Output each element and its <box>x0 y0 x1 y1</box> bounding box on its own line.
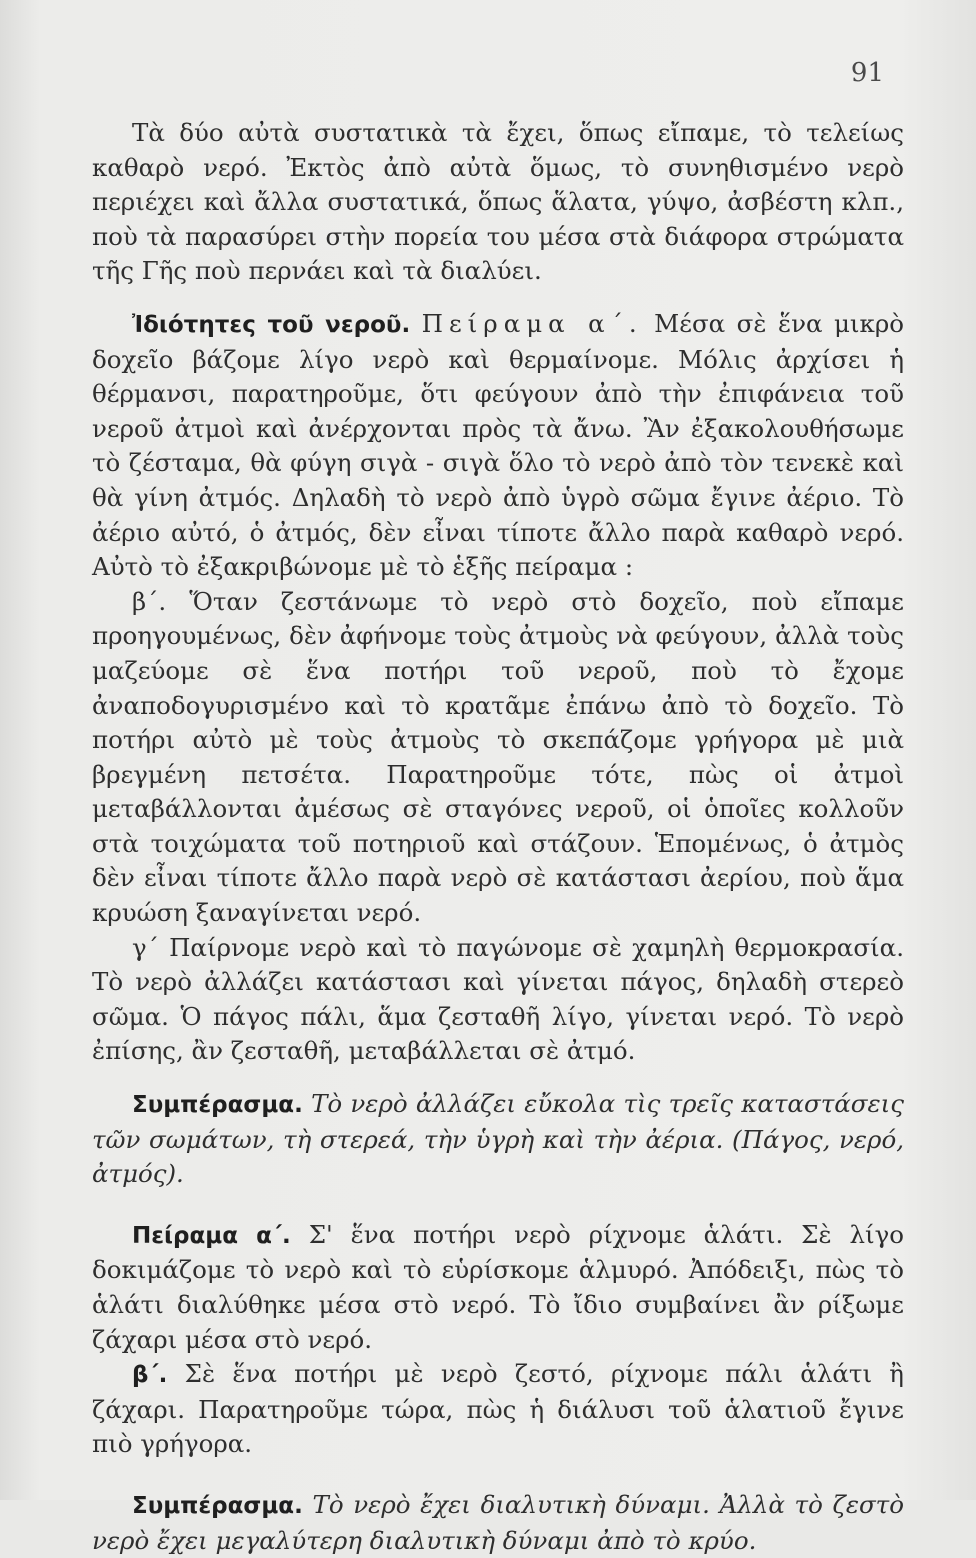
experiment-a-text: Μέσα σὲ ἕνα μικρὸ δοχεῖο βάζομε λίγο νερὸ καὶ θερμαίνομε. Μόλις ἀρχίσει ἡ θέρμανσι, παρατηροῦμε, ὅτι φεύγουν ἀπὸ τὴν ἐπιφάνεια τοῦ νεροῦ ἀτμοὶ καὶ ἀνέρχονται πρὸς τὰ ἄνω. Ἂν ἐξακολουθήσωμε τὸ ζέσταμα, θὰ φύγη σιγὰ - σιγὰ ὅλο τὸ νερὸ ἀπὸ τὸν τενεκὲ καὶ θὰ γίνη ἀτμός. Δηλαδὴ τὸ νερὸ ἀπὸ ὑγρὸ σῶμα ἔγινε ἀέριο. Τὸ ἀέριο αὐτό, ὁ ἀτμός, δὲν εἶναι τίποτε ἄλλο παρὰ καθαρὸ νερό. Αὐτὸ τὸ ἐξακριβώνομε μὲ τὸ ἑξῆς πείραμα : <box>92 308 904 582</box>
conclusion-1-text: Τὸ νερὸ ἀλλάζει εὔκολα τὶς τρεῖς καταστάσεις τῶν σωμάτων, τὴ στερεά, τὴν ὑγρὴ καὶ τὴν ἀέρια. (Πάγος, νερό, ἀτμός). <box>92 1089 904 1189</box>
experiment-c-paragraph: γ΄ Παίρνομε νερὸ καὶ τὸ παγώνομε σὲ χαμηλὴ θερμοκρασία. Τὸ νερὸ ἀλλάζει κατάστασι καὶ γίνεται πάγος, δηλαδὴ στερεὸ σῶμα. Ὁ πάγος πάλι, ἅμα ζεσταθῆ λίγο, γίνεται νερό. Τὸ νερὸ ἐπίσης, ἂν ζεσταθῆ, μεταβάλλεται σὲ ἀτμό. <box>92 932 904 1066</box>
properties-paragraph <box>92 307 904 585</box>
conclusion-2-heading: Συμπέρασμα. <box>132 1492 303 1519</box>
experiment-b-paragraph: β΄. Ὅταν ζεστάνωμε τὸ νερὸ στὸ δοχεῖο, ποὺ εἴπαμε προηγουμένως, δὲν ἀφήνομε τοὺς ἀτμοὺς νὰ φεύγουν, ἀλλὰ τοὺς μαζεύομε σὲ ἕνα ποτήρι τοῦ νεροῦ, ποὺ τὸ ἔχομε ἀναποδογυρισμένο καὶ τὸ κρατᾶμε ἐπάνω ἀπὸ τὸ δοχεῖο. Τὸ ποτήρι αὐτὸ μὲ τοὺς ἀτμοὺς τὸ σκεπάζομε γρήγορα μὲ μιὰ βρεγμένη πετσέτα. Παρατηροῦμε τότε, πὼς οἱ ἀτμοὶ μεταβάλλονται ἀμέσως σὲ σταγόνες νεροῦ, οἱ ὁποῖες κολλοῦν στὰ τοιχώματα τοῦ ποτηριοῦ καὶ στάζουν. Ἑπομένως, ὁ ἀτμὸς δὲν εἶναι τίποτε ἄλλο παρὰ νερὸ σὲ κατάστασι ἀερίου, ποὺ ἅμα κρυώση ξαναγίνεται νερό. <box>92 586 904 928</box>
conclusion-2-paragraph <box>92 1488 904 1558</box>
page-number: 91 <box>850 58 884 88</box>
page-body <box>92 116 904 1558</box>
solubility-experiment-b-paragraph <box>92 1357 904 1462</box>
conclusion-2-text: Τὸ νερὸ ἔχει διαλυτικὴ δύναμι. Ἀλλὰ τὸ ζεστὸ νερὸ ἔχει μεγαλύτερη διαλυτικὴ δύναμι ἀπὸ τὸ κρύο. <box>92 1489 904 1555</box>
solubility-experiment-b-label: β΄. <box>132 1362 168 1389</box>
conclusion-1-paragraph <box>92 1087 904 1192</box>
properties-heading: Ἰδιότητες τοῦ νεροῦ. <box>132 311 411 338</box>
conclusion-1-heading: Συμπέρασμα. <box>132 1092 303 1119</box>
solubility-experiment-a-heading: Πείραμα α΄. <box>132 1222 291 1249</box>
experiment-a-label: Πείραμα α΄. <box>421 308 643 338</box>
solubility-experiment-b-text: Σὲ ἕνα ποτήρι μὲ νερὸ ζεστό, ρίχνομε πάλι ἁλάτι ἢ ζάχαρι. Παρατηροῦμε τώρα, πὼς ἡ διάλυσι τοῦ ἁλατιοῦ ἔγινε πιὸ γρήγορα. <box>92 1359 904 1459</box>
solubility-experiment-a-paragraph <box>92 1218 904 1357</box>
solubility-experiment-a-text: Σ' ἕνα ποτήρι νερὸ ρίχνομε ἁλάτι. Σὲ λίγο δοκιμάζομε τὸ νερὸ καὶ τὸ εὑρίσκομε ἁλμυρό. Ἀπόδειξι, πὼς τὸ ἁλάτι διαλύθηκε μέσα στὸ νερό. Τὸ ἴδιο συμβαίνει ἂν ρίξωμε ζάχαρι μέσα στὸ νερό. <box>92 1219 905 1354</box>
intro-paragraph: Τὰ δύο αὐτὰ συστατικὰ τὰ ἔχει, ὅπως εἴπαμε, τὸ τελείως καθαρὸ νερό. Ἐκτὸς ἀπὸ αὐτὰ ὅμως, τὸ συνηθισμένο νερὸ περιέχει καὶ ἄλλα συστατικά, ὅπως ἅλατα, γύψο, ἀσβέστη κλπ., ποὺ τὰ παρασύρει στὴν πορεία του μέσα στὰ διάφορα στρώματα τῆς Γῆς ποὺ περνάει καὶ τὰ διαλύει. <box>92 118 904 286</box>
